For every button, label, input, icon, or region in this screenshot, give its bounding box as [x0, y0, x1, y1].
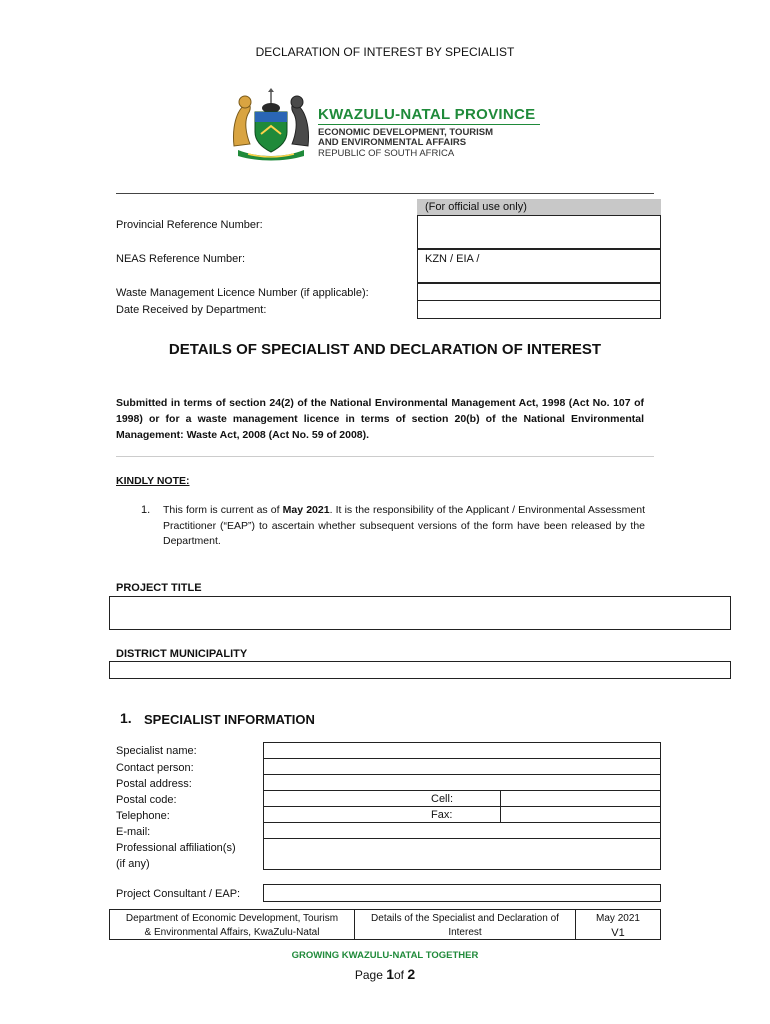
- page-current: 1: [386, 966, 394, 982]
- provincial-ref-field[interactable]: [417, 215, 661, 249]
- specialist-name-field[interactable]: [263, 742, 661, 759]
- submitted-paragraph: Submitted in terms of section 24(2) of the National Environmental Management Act, 1998 (Act No. 107 of 1998) or for a waste management licence in terms of section 20(b) of the National Environmental Management: Waste Act, 2008 (Act No. 59 of 2008).: [116, 397, 644, 441]
- specialist-name-label: Specialist name:: [116, 745, 197, 757]
- department-line-1: ECONOMIC DEVELOPMENT, TOURISM: [318, 127, 494, 138]
- footer-version: V1: [611, 927, 625, 939]
- postal-code-field[interactable]: [263, 790, 426, 807]
- header-divider: [116, 193, 654, 194]
- main-heading: DETAILS OF SPECIALIST AND DECLARATION OF INTEREST: [168, 341, 602, 358]
- provincial-ref-label: Provincial Reference Number:: [116, 219, 263, 231]
- page-total: 2: [407, 966, 416, 982]
- coat-of-arms-icon: [228, 88, 314, 162]
- waste-licence-field[interactable]: [417, 283, 661, 301]
- waste-licence-label: Waste Management Licence Number (if applicable):: [116, 287, 369, 299]
- affiliation-label-2: (if any): [116, 858, 150, 870]
- province-name: KWAZULU-NATAL PROVINCE: [318, 106, 536, 123]
- neas-ref-label: NEAS Reference Number:: [116, 253, 245, 265]
- page-number: [0, 966, 770, 982]
- telephone-label: Telephone:: [116, 810, 170, 822]
- project-title-label: PROJECT TITLE: [116, 582, 202, 594]
- email-field[interactable]: [263, 822, 661, 839]
- neas-ref-field[interactable]: [417, 249, 661, 283]
- footer-doc-line-1: Details of the Specialist and Declaration of: [371, 913, 559, 924]
- postal-address-label: Postal address:: [116, 778, 192, 790]
- note-paragraph: [163, 503, 645, 550]
- department-line-2: AND ENVIRONMENTAL AFFAIRS: [318, 137, 467, 148]
- postal-address-field[interactable]: [263, 774, 661, 791]
- contact-person-field[interactable]: [263, 758, 661, 775]
- postal-code-label: Postal code:: [116, 794, 177, 806]
- section-divider: [116, 456, 654, 457]
- affiliation-field[interactable]: [263, 838, 661, 870]
- logo-underline: [318, 124, 540, 125]
- cell-label-cell: [425, 790, 501, 807]
- district-label: DISTRICT MUNICIPALITY: [116, 648, 248, 660]
- footer-dept-line-2: & Environmental Affairs, KwaZulu-Natal: [144, 927, 320, 938]
- consultant-field[interactable]: [263, 884, 661, 902]
- consultant-label: Project Consultant / EAP:: [116, 888, 241, 900]
- official-use-header: [417, 199, 661, 215]
- date-received-field[interactable]: [417, 300, 661, 319]
- date-received-label: Date Received by Department:: [116, 304, 267, 316]
- fax-label-cell: [425, 806, 501, 823]
- footer-doc-cell: [354, 909, 576, 940]
- republic-line: REPUBLIC OF SOUTH AFRICA: [318, 148, 455, 159]
- note-text-pre: This form is current as of: [163, 504, 280, 516]
- email-label: E-mail:: [116, 826, 151, 838]
- footer-version-cell: [575, 909, 661, 940]
- official-use-header-text: (For official use only): [425, 201, 527, 213]
- note-number: 1.: [141, 504, 151, 516]
- page-of: of: [394, 968, 408, 982]
- footer-date: May 2021: [596, 913, 640, 924]
- neas-ref-value: KZN / EIA /: [425, 253, 480, 265]
- note-date: May 2021: [282, 504, 330, 516]
- fax-label: Fax:: [431, 809, 453, 821]
- cell-field[interactable]: [500, 790, 661, 807]
- note-text-post: . It is the responsibility of the Applicant / Environmental Assessment Practitioner (“EAP”) to ascertain whether subsequent versions of the form have been released by the Department.: [163, 504, 646, 547]
- project-title-field[interactable]: [109, 596, 731, 630]
- fax-field[interactable]: [500, 806, 661, 823]
- page-prefix: Page: [354, 968, 387, 982]
- footer-dept-cell: [109, 909, 355, 940]
- telephone-field[interactable]: [263, 806, 426, 823]
- footer-doc-line-2: Interest: [448, 927, 482, 938]
- document-title: DECLARATION OF INTEREST BY SPECIALIST: [255, 45, 515, 59]
- footer-slogan: GROWING KWAZULU-NATAL TOGETHER: [291, 950, 479, 961]
- cell-label: Cell:: [431, 793, 454, 805]
- contact-person-label: Contact person:: [116, 762, 194, 774]
- footer-dept-line-1: Department of Economic Development, Tourism: [125, 913, 339, 924]
- kindly-note-label: KINDLY NOTE:: [116, 475, 190, 487]
- affiliation-label-1: Professional affiliation(s): [116, 842, 236, 854]
- section-number: 1.: [120, 710, 132, 726]
- district-field[interactable]: [109, 661, 731, 679]
- section-heading: SPECIALIST INFORMATION: [144, 712, 315, 727]
